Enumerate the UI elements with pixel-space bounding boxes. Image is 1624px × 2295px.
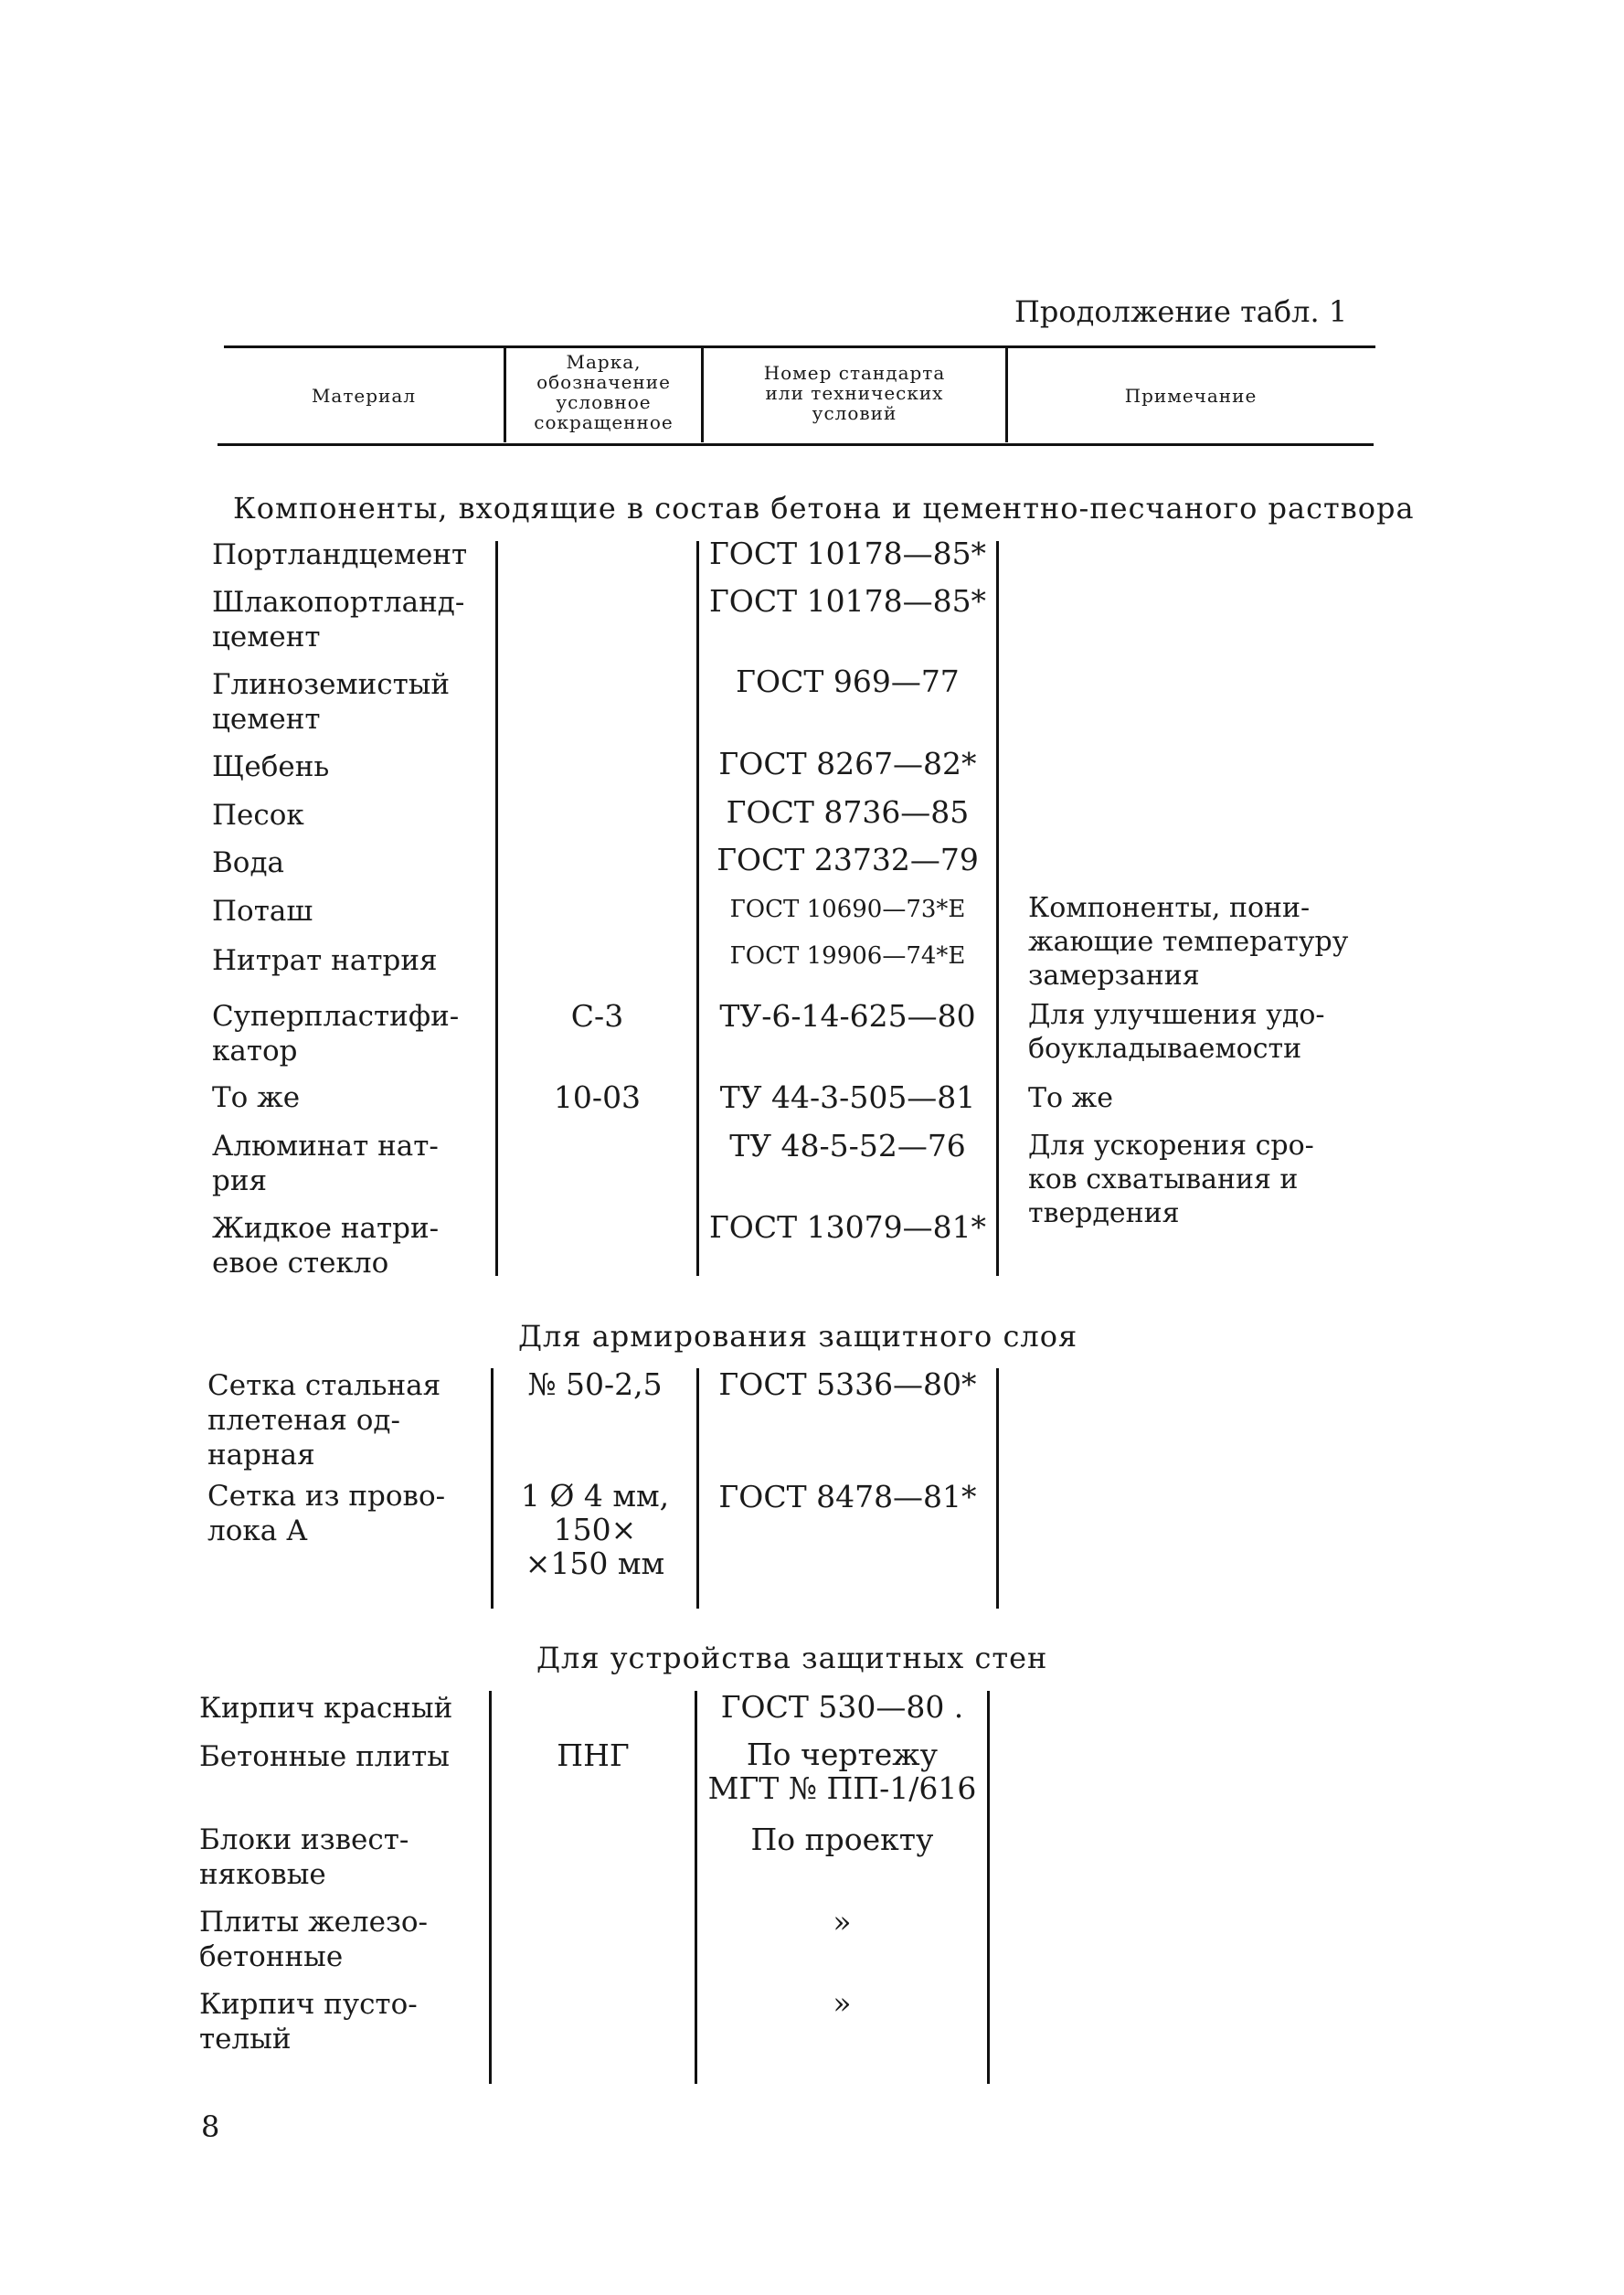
material-cell: Плиты железо- бетонные: [199, 1906, 429, 1973]
standard-cell: ГОСТ 10178—85*: [708, 536, 987, 571]
col-rule-3: [996, 1368, 999, 1609]
standard-cell: ГОСТ 530—80 .: [720, 1689, 964, 1725]
standard-cell: По проекту: [750, 1822, 934, 1857]
standard-cell: ТУ 44-3-505—81: [719, 1079, 976, 1115]
standard-cell: ГОСТ 13079—81*: [708, 1209, 987, 1245]
material-cell: Бетонные плиты: [199, 1740, 450, 1773]
material-cell: То же: [212, 1081, 301, 1114]
standard-cell: ГОСТ 969—77: [736, 664, 960, 699]
header-bottom-rule: [218, 443, 1374, 446]
note-cell: То же: [1028, 1082, 1113, 1114]
standard-cell: ГОСТ 23732—79: [716, 842, 979, 877]
material-cell: Вода: [212, 846, 285, 879]
header-note: Примечание: [1124, 385, 1258, 407]
material-cell: Щебень: [212, 750, 330, 783]
material-cell: Сетка из прово- лока А: [207, 1480, 446, 1547]
standard-cell: ГОСТ 19906—74*Е: [729, 942, 966, 970]
standard-cell: ГОСТ 10178—85*: [708, 583, 987, 619]
standard-cell: ГОСТ 8736—85: [726, 794, 970, 830]
header-top-rule: [224, 345, 1375, 348]
col-rule-1: [495, 541, 498, 1276]
note-cell: Для улучшения удо- боукладываемости: [1028, 999, 1325, 1065]
brand-cell: № 50-2,5: [527, 1366, 663, 1402]
col-rule-3: [996, 541, 999, 1276]
material-cell: Шлакопортланд- цемент: [212, 586, 465, 653]
header-brand: Марка, обозначение условное сокращенное: [534, 351, 674, 433]
material-cell: Сетка стальная плетеная од- нарная: [207, 1369, 441, 1472]
standard-cell: »: [833, 1985, 852, 2021]
brand-cell: 10-03: [553, 1079, 642, 1115]
standard-cell: По чертежу МГТ № ПП-1/616: [707, 1737, 977, 1806]
table-title: Продолжение табл. 1: [1014, 294, 1348, 329]
standard-cell: ГОСТ 8478—81*: [718, 1479, 977, 1514]
standard-cell: ТУ-6-14-625—80: [719, 998, 976, 1034]
section-title-reinforcement: Для армирования защитного слоя: [518, 1319, 1078, 1354]
material-cell: Кирпич красный: [199, 1692, 453, 1725]
brand-cell: С-3: [570, 998, 624, 1034]
standard-cell: »: [833, 1904, 852, 1939]
material-cell: Суперпластифи- катор: [212, 1000, 460, 1068]
col-rule-3: [987, 1691, 990, 2084]
material-cell: Алюминат нат- рия: [212, 1130, 439, 1197]
header-standard: Номер стандарта или технических условий: [763, 362, 946, 424]
note-cell: Компоненты, пони- жающие температуру замерзания: [1028, 892, 1349, 992]
material-cell: Поташ: [212, 895, 313, 928]
standard-cell: ГОСТ 10690—73*Е: [729, 896, 966, 923]
material-cell: Песок: [212, 799, 304, 832]
section-title-concrete: Компоненты, входящие в состав бетона и цементно-песчаного раствора: [233, 491, 1415, 526]
material-cell: Кирпич пусто- телый: [199, 1988, 418, 2056]
material-cell: Нитрат натрия: [212, 944, 438, 977]
brand-cell: 1 Ø 4 мм, 150× ×150 мм: [520, 1478, 670, 1581]
standard-cell: ГОСТ 8267—82*: [718, 746, 977, 781]
page-number: 8: [201, 2109, 220, 2144]
material-cell: Глиноземистый цемент: [212, 668, 451, 736]
note-cell: Для ускорения сро- ков схватывания и твердения: [1028, 1130, 1314, 1229]
section-title-walls: Для устройства защитных стен: [536, 1641, 1048, 1675]
material-cell: Блоки извест- няковые: [199, 1823, 409, 1891]
header-material: Материал: [311, 385, 417, 407]
brand-cell: ПНГ: [557, 1737, 630, 1773]
standard-cell: ТУ 48-5-52—76: [729, 1128, 966, 1163]
material-cell: Портландцемент: [212, 538, 468, 571]
standard-cell: ГОСТ 5336—80*: [718, 1366, 977, 1402]
material-cell: Жидкое натри- евое стекло: [212, 1212, 440, 1280]
